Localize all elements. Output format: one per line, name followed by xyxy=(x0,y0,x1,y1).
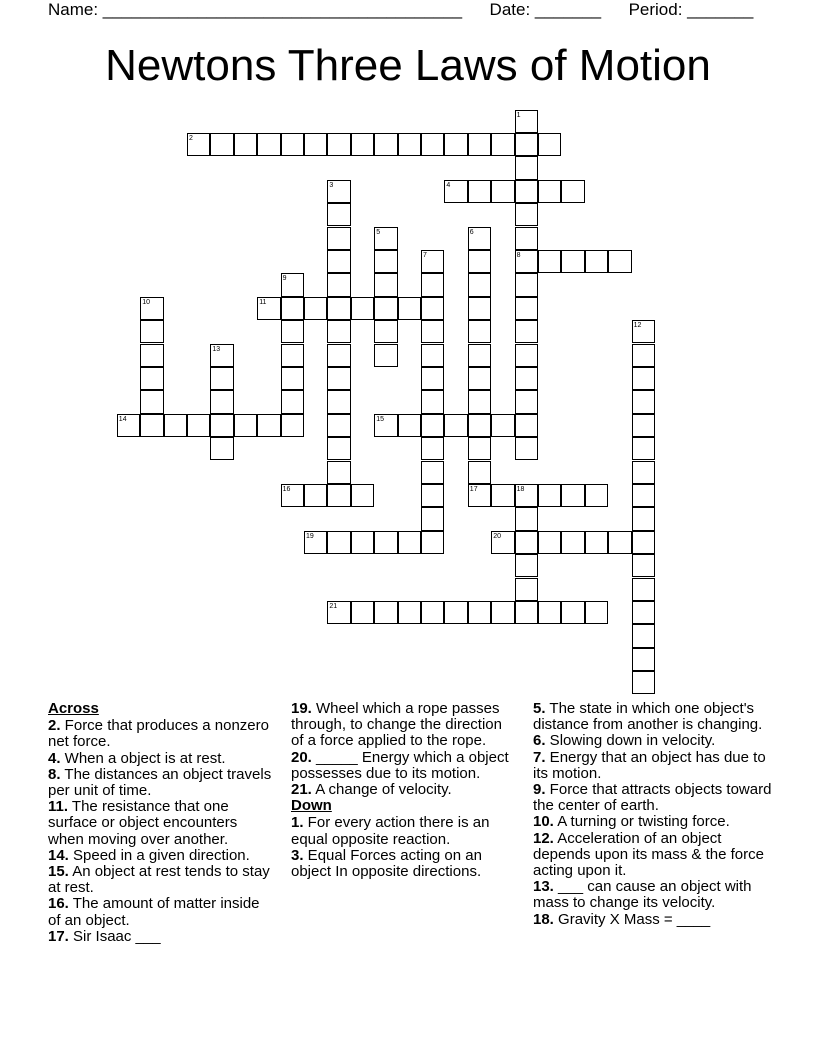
clue-across-16: 16. The amount of matter inside of an object. xyxy=(48,895,260,929)
grid-cell[interactable] xyxy=(468,390,491,413)
grid-cell[interactable] xyxy=(257,133,280,156)
grid-cell[interactable] xyxy=(515,133,538,156)
grid-cell[interactable] xyxy=(515,601,538,624)
clue-across-21: 21. A change of velocity. xyxy=(291,781,452,799)
grid-cell[interactable] xyxy=(421,531,444,554)
grid-cell[interactable] xyxy=(515,156,538,179)
clue-number: 14 xyxy=(118,415,127,423)
clue-number: 20 xyxy=(493,532,501,540)
grid-cell[interactable] xyxy=(632,648,655,671)
grid-cell[interactable] xyxy=(444,133,467,156)
grid-cell[interactable] xyxy=(210,414,233,437)
grid-cell[interactable] xyxy=(515,367,538,390)
clue-number: 10 xyxy=(142,298,150,306)
grid-cell[interactable] xyxy=(632,461,655,484)
across-heading: Across xyxy=(48,700,99,717)
grid-cell[interactable] xyxy=(421,507,444,530)
date-field-label[interactable]: Date: _______ xyxy=(489,0,602,19)
grid-cell[interactable] xyxy=(327,203,350,226)
clue-down-13: 13. ___ can cause an object with mass to change its velocity. xyxy=(533,878,752,912)
grid-cell[interactable] xyxy=(421,297,444,320)
clue-number: 15 xyxy=(376,415,384,423)
grid-cell[interactable] xyxy=(374,601,397,624)
grid-cell[interactable] xyxy=(327,320,350,343)
grid-cell[interactable] xyxy=(468,250,491,273)
grid-cell[interactable] xyxy=(585,601,608,624)
grid-cell[interactable] xyxy=(281,414,304,437)
grid-cell[interactable] xyxy=(632,601,655,624)
grid-cell[interactable] xyxy=(351,297,374,320)
clue-number: 2 xyxy=(189,134,193,142)
grid-cell[interactable] xyxy=(164,414,187,437)
grid-cell[interactable] xyxy=(327,461,350,484)
grid-cell[interactable] xyxy=(632,578,655,601)
grid-cell[interactable] xyxy=(491,414,514,437)
grid-cell[interactable] xyxy=(515,414,538,437)
clue-down-12: 12. Acceleration of an object depends upon its mass & the force acting upon it. xyxy=(533,829,764,880)
grid-cell[interactable] xyxy=(632,414,655,437)
grid-cell[interactable] xyxy=(327,484,350,507)
clue-down-7: 7. Energy that an object has due to its motion. xyxy=(533,748,766,782)
clue-across-11: 11. The resistance that one surface or object encounters when moving over another. xyxy=(48,798,238,848)
grid-cell[interactable] xyxy=(281,390,304,413)
clue-down-6: 6. Slowing down in velocity. xyxy=(533,732,716,750)
grid-cell[interactable] xyxy=(210,133,233,156)
grid-cell[interactable] xyxy=(468,414,491,437)
grid-cell[interactable] xyxy=(468,601,491,624)
grid-cell[interactable] xyxy=(491,601,514,624)
grid-cell[interactable] xyxy=(421,437,444,460)
clue-number: 4 xyxy=(446,181,451,189)
grid-cell[interactable] xyxy=(140,367,163,390)
grid-cell[interactable] xyxy=(538,133,561,156)
grid-cell[interactable] xyxy=(421,367,444,390)
grid-cell[interactable] xyxy=(327,437,350,460)
clue-number: 12 xyxy=(633,322,642,330)
grid-cell[interactable] xyxy=(561,250,584,273)
clue-down-5: 5. The state in which one object's distance from another is changing. xyxy=(533,700,763,734)
grid-cell[interactable] xyxy=(281,133,304,156)
grid-cell[interactable] xyxy=(632,390,655,413)
grid-cell[interactable] xyxy=(281,367,304,390)
grid-cell[interactable] xyxy=(515,320,538,343)
grid-cell[interactable] xyxy=(468,320,491,343)
grid-cell[interactable] xyxy=(234,414,257,437)
clue-down-3: 3. Equal Forces acting on an object In opposite directions. xyxy=(291,846,482,881)
grid-cell[interactable] xyxy=(304,133,327,156)
grid-cell[interactable] xyxy=(327,367,350,390)
grid-cell[interactable] xyxy=(210,390,233,413)
grid-cell[interactable] xyxy=(234,133,257,156)
grid-cell[interactable] xyxy=(491,133,514,156)
grid-cell[interactable] xyxy=(468,461,491,484)
clue-across-8: 8. The distances an object travels per unit of time. xyxy=(48,765,272,800)
grid-cell[interactable] xyxy=(281,320,304,343)
grid-cell[interactable] xyxy=(140,390,163,413)
clue-number: 21 xyxy=(329,602,338,610)
grid-cell[interactable] xyxy=(398,133,421,156)
grid-cell[interactable] xyxy=(187,414,210,437)
grid-cell[interactable] xyxy=(515,507,538,530)
grid-cell[interactable] xyxy=(327,133,350,156)
grid-cell[interactable] xyxy=(515,437,538,460)
grid-cell[interactable] xyxy=(421,344,444,367)
grid-cell[interactable] xyxy=(421,461,444,484)
grid-cell[interactable] xyxy=(561,531,584,554)
grid-cell[interactable] xyxy=(351,601,374,624)
grid-cell[interactable] xyxy=(515,227,538,250)
grid-cell[interactable] xyxy=(444,601,467,624)
grid-cell[interactable] xyxy=(374,250,397,273)
grid-cell[interactable] xyxy=(257,414,280,437)
grid-cell[interactable] xyxy=(421,273,444,296)
grid-cell[interactable] xyxy=(468,437,491,460)
clue-down-18: 18. Gravity X Mass = ____ xyxy=(533,910,711,928)
clue-down-9: 9. Force that attracts objects toward the center of earth. xyxy=(533,781,772,815)
grid-cell[interactable] xyxy=(515,554,538,577)
clue-number: 1 xyxy=(516,111,521,119)
grid-cell[interactable] xyxy=(632,437,655,460)
clue-across-2: 2. Force that produces a nonzero net force. xyxy=(48,717,269,751)
grid-cell[interactable] xyxy=(421,484,444,507)
grid-cell[interactable] xyxy=(398,297,421,320)
grid-cell[interactable] xyxy=(515,344,538,367)
grid-cell[interactable] xyxy=(632,671,655,694)
grid-cell[interactable] xyxy=(538,531,561,554)
grid-cell[interactable] xyxy=(281,297,304,320)
grid-cell[interactable] xyxy=(210,437,233,460)
grid-cell[interactable] xyxy=(515,297,538,320)
page-title: Newtons Three Laws of Motion xyxy=(105,41,711,90)
grid-cell[interactable] xyxy=(351,484,374,507)
grid-cell[interactable] xyxy=(327,250,350,273)
clue-number: 7 xyxy=(423,251,427,259)
clue-number: 6 xyxy=(469,228,474,236)
grid-cell[interactable] xyxy=(585,250,608,273)
grid-cell[interactable] xyxy=(608,531,631,554)
clues-column-1 xyxy=(48,701,276,945)
grid-cell[interactable] xyxy=(398,414,421,437)
clues-column-2 xyxy=(291,701,517,880)
grid-cell[interactable] xyxy=(468,273,491,296)
grid-cell[interactable] xyxy=(327,390,350,413)
clue-number: 11 xyxy=(259,298,267,306)
grid-cell[interactable] xyxy=(608,250,631,273)
clue-across-17: 17. Sir Isaac ___ xyxy=(48,927,161,945)
grid-cell[interactable] xyxy=(374,297,397,320)
grid-cell[interactable] xyxy=(632,624,655,647)
grid-cell[interactable] xyxy=(421,320,444,343)
grid-cell[interactable] xyxy=(515,180,538,203)
down-heading: Down xyxy=(291,797,332,815)
clue-number: 8 xyxy=(516,251,521,259)
grid-cell[interactable] xyxy=(632,367,655,390)
grid-cell[interactable] xyxy=(327,227,350,250)
clue-number: 19 xyxy=(306,532,314,540)
grid-cell[interactable] xyxy=(515,273,538,296)
grid-cell[interactable] xyxy=(515,531,538,554)
grid-cell[interactable] xyxy=(585,531,608,554)
grid-cell[interactable] xyxy=(515,203,538,226)
grid-cell[interactable] xyxy=(538,180,561,203)
grid-cell[interactable] xyxy=(585,484,608,507)
grid-cell[interactable] xyxy=(140,344,163,367)
clue-across-19: 19. Wheel which a rope passes through, to change the direction of a force applied to the rope. xyxy=(291,700,502,750)
grid-cell[interactable] xyxy=(632,484,655,507)
grid-cell[interactable] xyxy=(468,344,491,367)
grid-cell[interactable] xyxy=(374,531,397,554)
grid-cell[interactable] xyxy=(538,601,561,624)
grid-cell[interactable] xyxy=(281,344,304,367)
grid-cell[interactable] xyxy=(398,601,421,624)
grid-cell[interactable] xyxy=(327,297,350,320)
name-field-label[interactable]: Name: ______________________________________ xyxy=(48,0,463,19)
grid-cell[interactable] xyxy=(468,180,491,203)
clue-across-15: 15. An object at rest tends to stay at rest. xyxy=(48,863,270,897)
grid-cell[interactable] xyxy=(421,133,444,156)
clue-number: 9 xyxy=(282,275,287,283)
clue-number: 13 xyxy=(212,345,221,353)
grid-cell[interactable] xyxy=(210,367,233,390)
clue-down-10: 10. A turning or twisting force. xyxy=(533,813,730,831)
grid-cell[interactable] xyxy=(491,180,514,203)
grid-cell[interactable] xyxy=(538,484,561,507)
clues-column-3 xyxy=(533,701,773,928)
grid-cell[interactable] xyxy=(444,414,467,437)
grid-cell[interactable] xyxy=(538,250,561,273)
grid-cell[interactable] xyxy=(421,390,444,413)
grid-cell[interactable] xyxy=(561,180,584,203)
grid-cell[interactable] xyxy=(468,367,491,390)
grid-cell[interactable] xyxy=(561,601,584,624)
grid-cell[interactable] xyxy=(327,414,350,437)
grid-cell[interactable] xyxy=(327,273,350,296)
clue-number: 5 xyxy=(376,228,381,236)
clue-number: 18 xyxy=(516,485,525,493)
grid-cell[interactable] xyxy=(374,344,397,367)
grid-cell[interactable] xyxy=(398,531,421,554)
grid-cell[interactable] xyxy=(327,344,350,367)
clue-across-4: 4. When a object is at rest. xyxy=(48,749,226,767)
grid-cell[interactable] xyxy=(632,531,655,554)
grid-cell[interactable] xyxy=(374,133,397,156)
clue-across-20: 20. _____ Energy which a object possesses due to its motion. xyxy=(291,748,509,782)
grid-cell[interactable] xyxy=(491,484,514,507)
grid-cell[interactable] xyxy=(468,133,491,156)
grid-cell[interactable] xyxy=(140,414,163,437)
clue-number: 16 xyxy=(282,485,291,493)
grid-cell[interactable] xyxy=(561,484,584,507)
grid-cell[interactable] xyxy=(304,297,327,320)
grid-cell[interactable] xyxy=(374,273,397,296)
grid-cell[interactable] xyxy=(374,320,397,343)
grid-cell[interactable] xyxy=(468,297,491,320)
grid-cell[interactable] xyxy=(421,601,444,624)
clue-number: 17 xyxy=(469,485,478,493)
clue-down-1: 1. For every action there is an equal opposite reaction. xyxy=(291,814,490,848)
grid-cell[interactable] xyxy=(327,531,350,554)
grid-cell[interactable] xyxy=(351,133,374,156)
grid-cell[interactable] xyxy=(140,320,163,343)
grid-cell[interactable] xyxy=(632,507,655,530)
grid-cell[interactable] xyxy=(632,344,655,367)
clue-number: 3 xyxy=(329,181,334,189)
period-field-label[interactable]: Period: _______ xyxy=(628,0,754,19)
grid-cell[interactable] xyxy=(515,390,538,413)
grid-cell[interactable] xyxy=(515,578,538,601)
clue-across-14: 14. Speed in a given direction. xyxy=(48,846,250,864)
grid-cell[interactable] xyxy=(421,414,444,437)
grid-cell[interactable] xyxy=(351,531,374,554)
grid-cell[interactable] xyxy=(304,484,327,507)
grid-cell[interactable] xyxy=(632,554,655,577)
